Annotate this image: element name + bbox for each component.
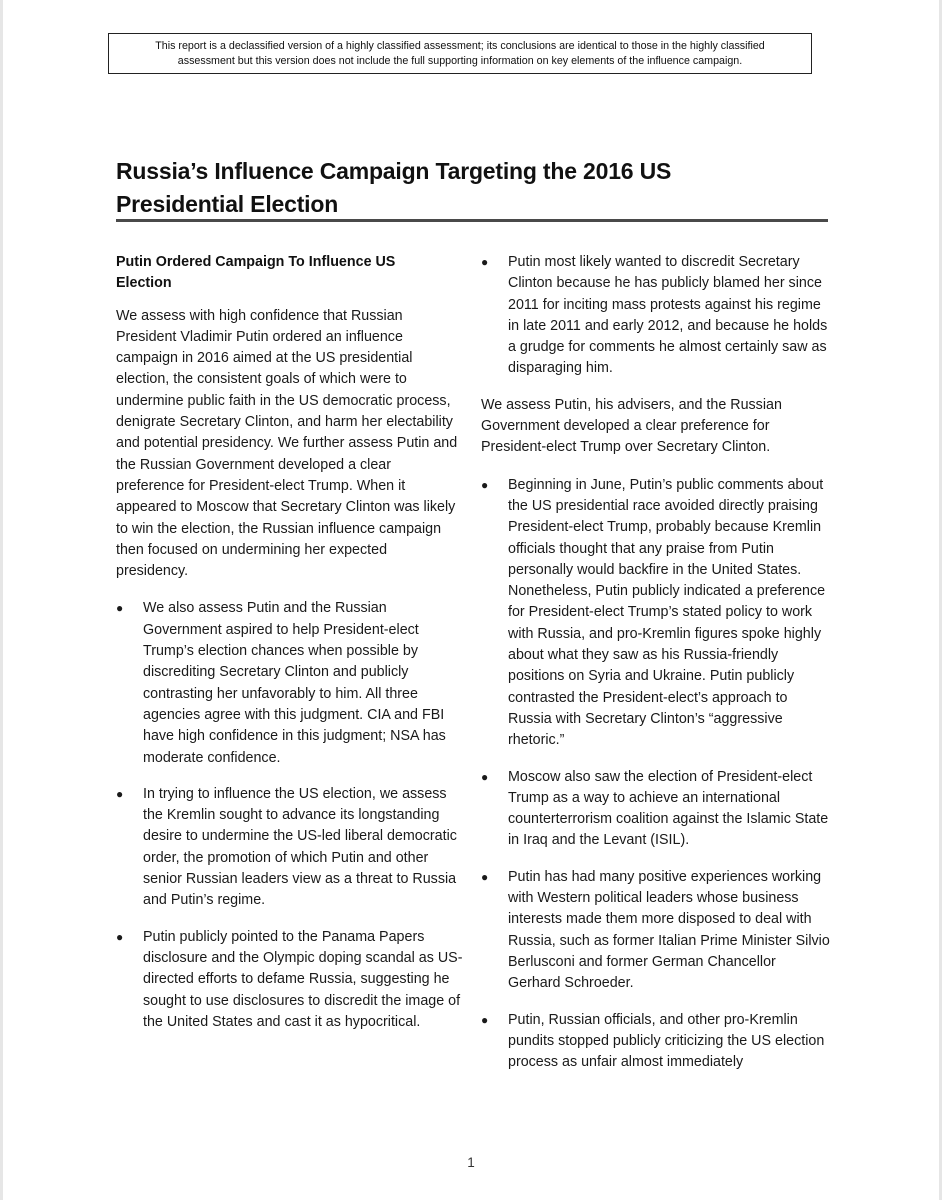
list-item [481, 767, 831, 852]
list-item [481, 475, 831, 752]
bullet-icon: ● [481, 477, 489, 492]
bullet-text: Putin, Russian officials, and other pro-Kremlin pundits stopped publicly criticizing the US election process as unfair almost immediately [508, 1011, 825, 1071]
list-item [481, 1010, 831, 1074]
bullet-text: Beginning in June, Putin’s public comments about the US presidential race avoided directly praising President-elect Trump, probably because Kremlin officials thought that any praise from Putin personally would backfire in the United States. Nonetheless, Putin publicly indicated a preference for President-elect Trump’s stated policy to work with Russia, and pro-Kremlin figures spoke highly about what they saw as his Russia-friendly positions on Syria and Ukraine. Putin publicly contrasted the President-elect’s approach to Russia with Secretary Clinton’s “aggressive rhetoric.” [508, 476, 826, 749]
document-title [116, 155, 816, 221]
bullet-icon: ● [116, 929, 124, 944]
declassification-notice [108, 33, 812, 74]
bullet-text: Moscow also saw the election of President-elect Trump as a way to achieve an international counterterrorism coalition against the Islamic State in Iraq and the Levant (ISIL). [508, 768, 829, 849]
section-heading-line-2: Election [116, 275, 172, 292]
preference-paragraph: We assess Putin, his advisers, and the Russian Government developed a clear preference for President-elect Trump over Secretary Clinton. [481, 396, 782, 456]
left-column [116, 252, 463, 1048]
section-heading [116, 252, 463, 295]
page-number: 1 [467, 1155, 475, 1170]
bullet-text: Putin publicly pointed to the Panama Papers disclosure and the Olympic doping scandal as US-directed efforts to defame Russia, suggesting he sought to use disclosures to discredit the image of the United States and cast it as hypocritical. [143, 928, 463, 1030]
bullet-icon: ● [116, 786, 124, 801]
notice-line-1: This report is a declassified version of a highly classified assessment; its conclusions are identical to those in the highly classified [155, 40, 765, 52]
bullet-text: Putin has had many positive experiences working with Western political leaders whose business interests made them more disposed to deal with Russia, such as former Italian Prime Minister Silvio Berlusconi and former German Chancellor Gerhard Schroeder. [508, 868, 830, 992]
intro-paragraph: We assess with high confidence that Russian President Vladimir Putin ordered an influence campaign in 2016 aimed at the US presidential election, the consistent goals of which were to undermine public faith in the US democratic process, denigrate Secretary Clinton, and harm her electability and potential presidency. We further assess Putin and the Russian Government developed a clear preference for President-elect Trump. When it appeared to Moscow that Secretary Clinton was likely to win the election, the Russian influence campaign then focused on undermining her expected presidency. [116, 307, 458, 580]
section-heading-line-1: Putin Ordered Campaign To Influence US [116, 254, 396, 270]
list-item [116, 927, 463, 1033]
bullet-icon: ● [481, 255, 489, 269]
bullet-text: In trying to influence the US election, we assess the Kremlin sought to advance its longstanding desire to undermine the US-led liberal democratic order, the promotion of which Putin and other senior Russian leaders view as a threat to Russia and Putin’s regime. [143, 785, 457, 909]
title-line-2: Presidential Election [116, 191, 339, 217]
right-column [481, 252, 831, 1088]
list-item [116, 598, 463, 768]
list-item [481, 867, 831, 995]
list-item [481, 252, 831, 380]
bullet-icon: ● [481, 869, 489, 884]
notice-line-2: assessment but this version does not include the full supporting information on key elements of the influence campaign. [177, 55, 743, 67]
bullet-text: We also assess Putin and the Russian Government aspired to help President-elect Trump’s election chances when possible by discrediting Secretary Clinton and publicly contrasting her unfavorably to him. All three agencies agree with this judgment. CIA and FBI have high confidence in this judgment; NSA has moderate confidence. [143, 600, 446, 766]
title-line-1: Russia’s Influence Campaign Targeting the 2016 US [116, 158, 672, 184]
title-underline-rule [116, 219, 828, 222]
bullet-icon: ● [481, 1012, 489, 1027]
bullet-text: Putin most likely wanted to discredit Secretary Clinton because he has publicly blamed her since 2011 for inciting mass protests against his regime in late 2011 and early 2012, and because he holds a grudge for comments he almost certainly saw as disparaging him. [508, 254, 828, 377]
bullet-icon: ● [481, 769, 489, 784]
list-item [116, 784, 463, 912]
bullet-icon: ● [116, 601, 124, 616]
